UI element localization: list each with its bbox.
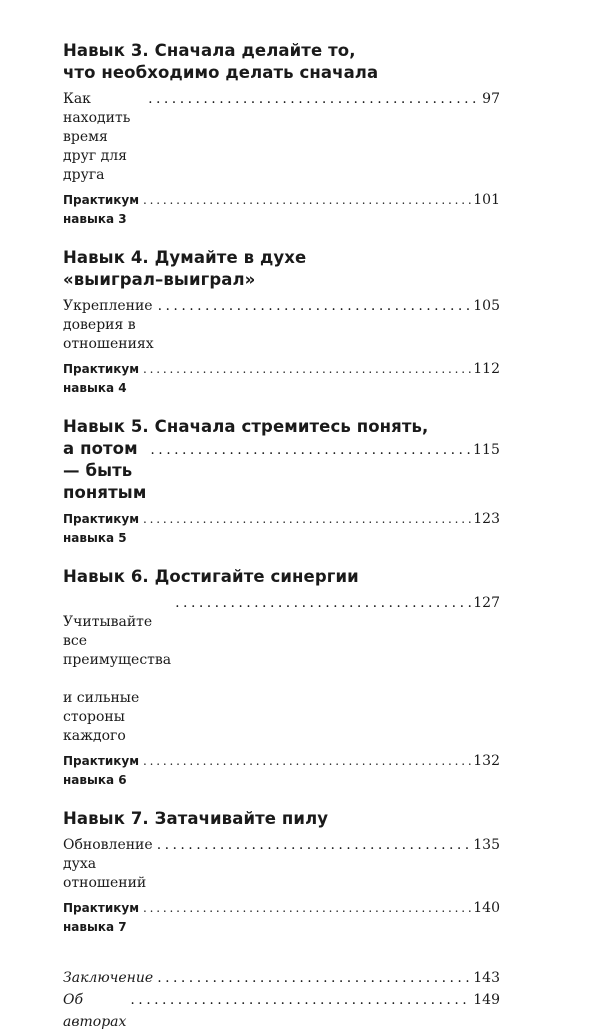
toc-section-habit-3 bbox=[63, 40, 500, 229]
page-number: 112 bbox=[473, 361, 500, 377]
dot-leader bbox=[148, 90, 480, 109]
entry-title: Обновление духа отношений bbox=[63, 837, 153, 891]
toc-section-habit-6 bbox=[63, 566, 500, 790]
toc-entry-practicum[interactable] bbox=[63, 510, 500, 548]
toc-entry-practicum[interactable] bbox=[63, 899, 500, 937]
entry-title: Укрепление доверия в отношениях bbox=[63, 298, 154, 352]
toc-entry-practicum[interactable] bbox=[63, 191, 500, 229]
dot-leader bbox=[158, 297, 472, 316]
toc-section-habit-7 bbox=[63, 808, 500, 937]
dot-leader bbox=[143, 899, 471, 918]
dot-leader bbox=[150, 439, 471, 461]
dot-leader bbox=[130, 989, 471, 1011]
section-heading bbox=[63, 566, 500, 588]
heading-line: Навык 3. Сначала делайте то, bbox=[63, 41, 356, 60]
page-number: 143 bbox=[473, 970, 500, 986]
toc-entry-heading[interactable] bbox=[63, 438, 500, 504]
dot-leader bbox=[143, 360, 471, 379]
toc-section-habit-4 bbox=[63, 247, 500, 398]
heading-line: Навык 6. Достигайте синергии bbox=[63, 567, 359, 586]
entry-title: Практикум навыка 5 bbox=[63, 512, 140, 545]
toc-entry-chapter[interactable] bbox=[63, 836, 500, 893]
toc-entry-practicum[interactable] bbox=[63, 752, 500, 790]
page-number: 101 bbox=[473, 192, 500, 208]
page-number: 105 bbox=[473, 298, 500, 314]
heading-line: «выиграл–выиграл» bbox=[63, 270, 256, 289]
section-heading bbox=[63, 416, 500, 438]
entry-title: Практикум навыка 3 bbox=[63, 193, 140, 226]
dot-leader bbox=[157, 967, 471, 989]
page-number: 97 bbox=[482, 91, 500, 107]
entry-title-line: Учитывайте все преимущества bbox=[63, 614, 172, 668]
page-number: 135 bbox=[473, 837, 500, 853]
entry-title: Как находить время друг для друга bbox=[63, 91, 131, 183]
page-number: 149 bbox=[473, 992, 500, 1008]
table-of-contents bbox=[63, 40, 500, 1033]
dot-leader bbox=[157, 836, 472, 855]
toc-section-habit-5 bbox=[63, 416, 500, 548]
heading-line: что необходимо делать сначала bbox=[63, 63, 379, 82]
dot-leader bbox=[143, 191, 471, 210]
entry-title: Об авторах bbox=[63, 992, 127, 1030]
toc-entry-chapter[interactable] bbox=[63, 90, 500, 185]
entry-title: Практикум навыка 4 bbox=[63, 362, 140, 395]
heading-line: Навык 4. Думайте в духе bbox=[63, 248, 307, 267]
entry-title: Практикум навыка 7 bbox=[63, 901, 140, 934]
heading-line: Навык 7. Затачивайте пилу bbox=[63, 809, 329, 828]
dot-leader bbox=[143, 752, 471, 771]
section-heading bbox=[63, 247, 500, 291]
entry-title: Практикум навыка 6 bbox=[63, 754, 140, 787]
toc-appendix bbox=[63, 967, 500, 1033]
toc-entry-practicum[interactable] bbox=[63, 360, 500, 398]
toc-entry-about-authors[interactable] bbox=[63, 989, 500, 1033]
page-number: 132 bbox=[473, 753, 500, 769]
entry-title bbox=[63, 594, 171, 746]
toc-entry-conclusion[interactable] bbox=[63, 967, 500, 989]
page-number: 127 bbox=[473, 595, 500, 611]
section-heading bbox=[63, 808, 500, 830]
page-number: 123 bbox=[473, 511, 500, 527]
page-number: 115 bbox=[472, 442, 500, 458]
dot-leader bbox=[175, 594, 471, 613]
toc-entry-chapter[interactable] bbox=[63, 297, 500, 354]
section-heading bbox=[63, 40, 500, 84]
entry-title: а потом — быть понятым bbox=[63, 439, 147, 502]
page-number: 140 bbox=[473, 900, 500, 916]
entry-title: Заключение bbox=[63, 970, 154, 986]
toc-entry-chapter[interactable] bbox=[63, 594, 500, 746]
dot-leader bbox=[143, 510, 471, 529]
heading-line: Навык 5. Сначала стремитесь понять, bbox=[63, 417, 429, 436]
entry-title-line: и сильные стороны каждого bbox=[63, 690, 140, 744]
